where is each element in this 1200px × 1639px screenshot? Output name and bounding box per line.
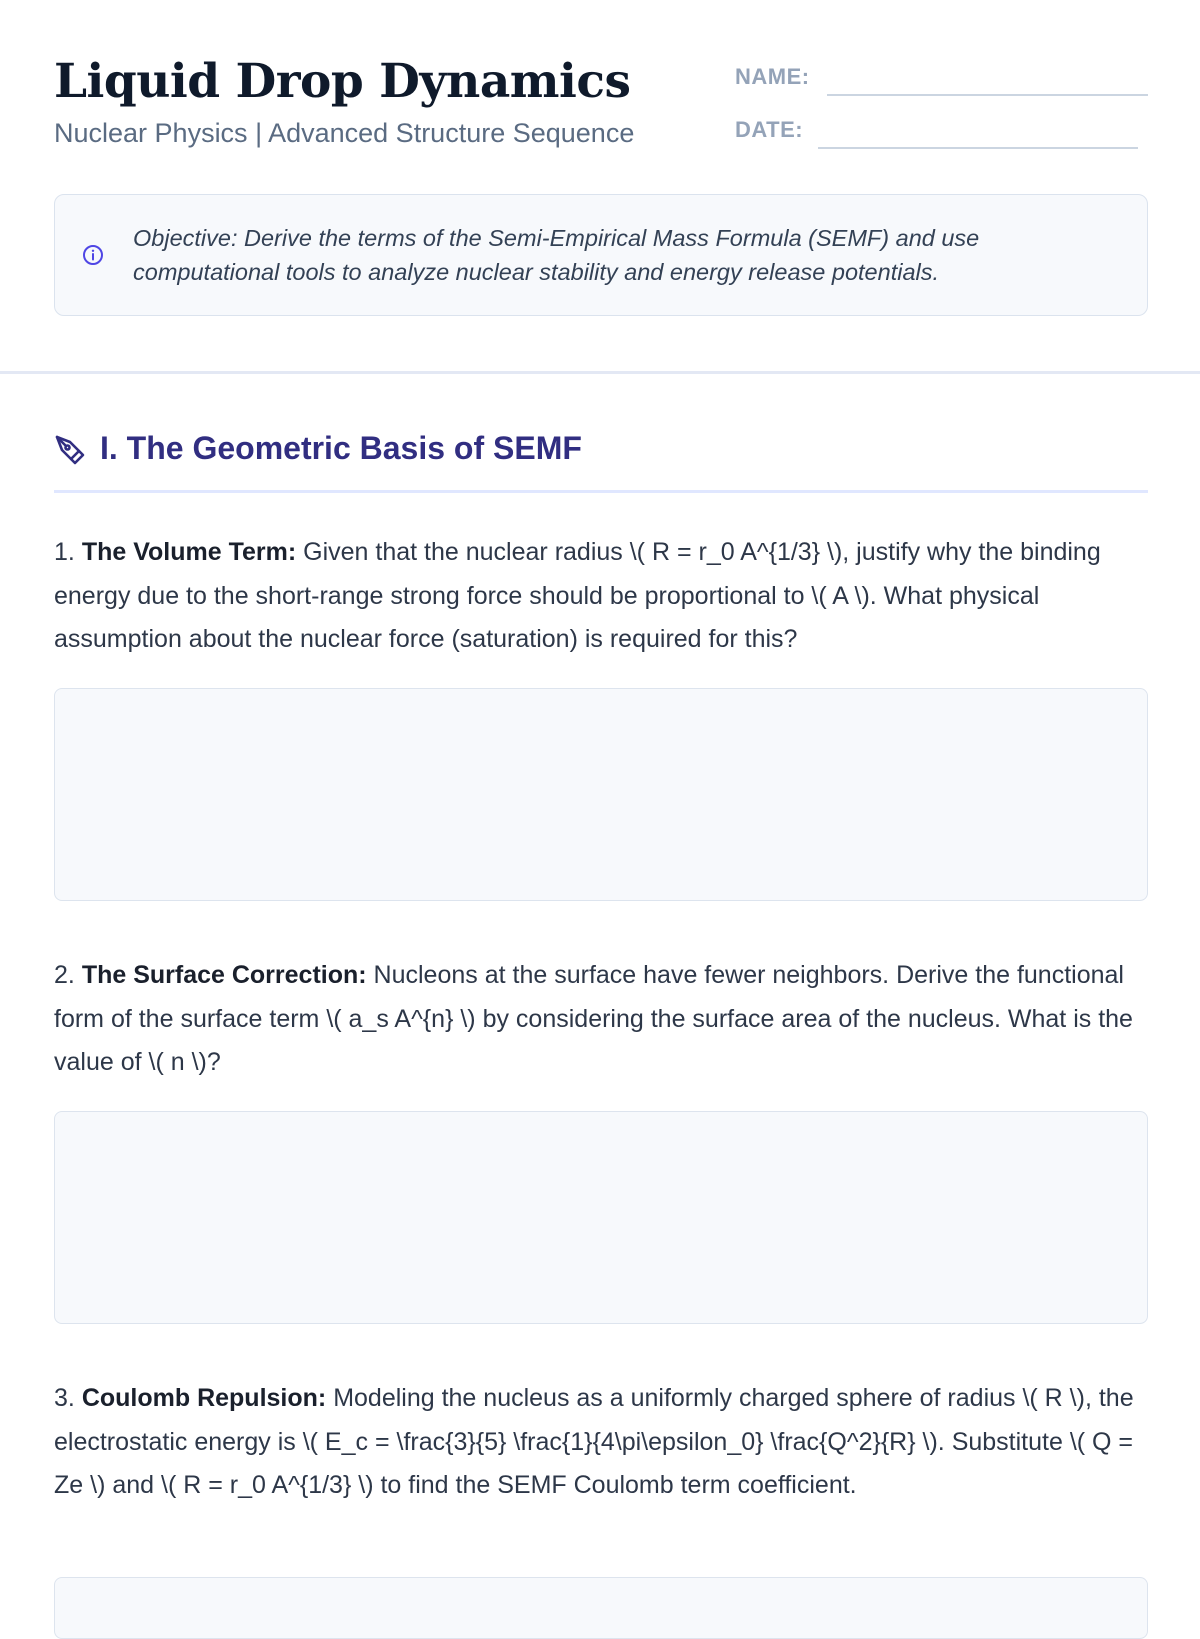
- question-number: 2.: [54, 961, 75, 989]
- name-blank-line[interactable]: [827, 94, 1148, 96]
- answer-box-2[interactable]: [54, 1111, 1148, 1324]
- question-number: 1.: [54, 538, 75, 566]
- page-subtitle: Nuclear Physics | Advanced Structure Sequence: [54, 118, 635, 148]
- header-divider: [0, 371, 1200, 374]
- section-title: I. The Geometric Basis of SEMF: [100, 430, 582, 466]
- worksheet-header: [54, 48, 1148, 158]
- question-text: Given that the nuclear radius \( R = r_0 A^{1/3} \), justify why the binding energy due to the short-range strong force should be proportional to \( A \). What physical assumption about the nuclear force (saturation) is required for this?: [54, 538, 1101, 653]
- info-circle-icon: [82, 244, 104, 266]
- question-3: [54, 1377, 1148, 1508]
- question-heading: The Volume Term:: [81, 538, 297, 566]
- objective-callout: [54, 194, 1148, 316]
- question-text: Modeling the nucleus as a uniformly charged sphere of radius \( R \), the electrostatic energy is \( E_c = \frac{3}{5} \frac{1}{4\pi\epsilon_0} \frac{Q^2}{R} \). Substitute \( Q = Ze \) and \( R = r_0 A^{1/3} \) to find the SEMF Coulomb term coefficient.: [54, 1384, 1134, 1499]
- question-heading: The Surface Correction:: [81, 961, 367, 989]
- date-field[interactable]: [735, 109, 1138, 149]
- question-heading: Coulomb Repulsion:: [81, 1384, 327, 1412]
- page-title: Liquid Drop Dynamics: [54, 54, 631, 109]
- question-number: 3.: [54, 1384, 75, 1412]
- question-text: Nucleons at the surface have fewer neighbors. Derive the functional form of the surface term \( a_s A^{n} \) by considering the surface area of the nucleus. What is the value of \( n \)?: [54, 961, 1133, 1076]
- pen-tool-icon: [54, 434, 86, 466]
- date-label: DATE:: [735, 117, 804, 142]
- question-2: [54, 954, 1148, 1085]
- answer-box-1[interactable]: [54, 688, 1148, 901]
- question-1: [54, 531, 1148, 662]
- answer-box-3[interactable]: [54, 1577, 1148, 1639]
- date-blank-line[interactable]: [818, 147, 1138, 149]
- objective-text: Objective: Derive the terms of the Semi-Empirical Mass Formula (SEMF) and use computational tools to analyze nuclear stability and energy release potentials.: [133, 225, 980, 285]
- name-label: NAME:: [735, 64, 810, 89]
- name-field[interactable]: [735, 56, 1148, 96]
- section-header: [54, 426, 1148, 493]
